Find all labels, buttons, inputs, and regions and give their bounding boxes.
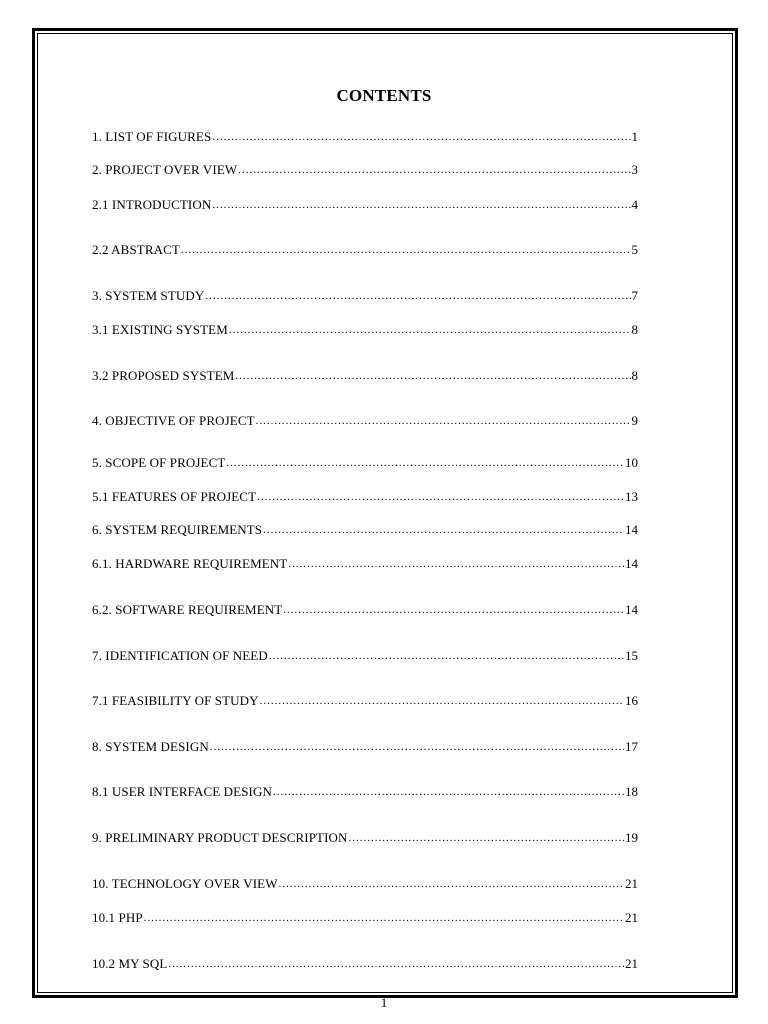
toc-dot-leader (273, 784, 624, 800)
toc-entry (92, 830, 638, 847)
toc-entry-page: 21 (625, 956, 638, 971)
toc-entry-page: 8 (631, 322, 638, 337)
toc-entry-label: 1. LIST OF FIGURES (92, 129, 212, 144)
toc-entry (92, 162, 638, 179)
toc-entry (92, 784, 638, 801)
toc-entry-label: 10.1 PHP (92, 910, 143, 925)
toc-entry-page: 10 (625, 455, 638, 470)
toc-entry-label: 7. IDENTIFICATION OF NEED (92, 648, 268, 663)
toc-entry (92, 413, 638, 430)
toc-entry-label: 5.1 FEATURES OF PROJECT (92, 489, 257, 504)
toc-dot-leader (257, 489, 624, 505)
toc-entry (92, 522, 638, 539)
toc-entry-label: 4. OBJECTIVE OF PROJECT (92, 413, 255, 428)
toc-entry-label: 2. PROJECT OVER VIEW (92, 162, 238, 177)
toc-dot-leader (269, 648, 624, 664)
toc-entry-label: 6.1. HARDWARE REQUIREMENT (92, 556, 288, 571)
toc-entry-page: 3 (631, 162, 638, 177)
toc-entry-label: 7.1 FEASIBILITY OF STUDY (92, 693, 259, 708)
toc-entry-label: 2.1 INTRODUCTION (92, 197, 212, 212)
toc-entry (92, 288, 638, 305)
toc-entry-page: 13 (625, 489, 638, 504)
toc-dot-leader (212, 197, 630, 213)
toc-entry (92, 368, 638, 385)
toc-entry (92, 489, 638, 506)
toc-entry (92, 693, 638, 710)
toc-dot-leader (212, 129, 630, 145)
toc-dot-leader (288, 556, 624, 572)
toc-entry (92, 956, 638, 973)
toc-entry-page: 5 (631, 242, 638, 257)
page-number: 1 (380, 995, 388, 1010)
toc-entry-label: 3.2 PROPOSED SYSTEM (92, 368, 235, 383)
toc-entry-label: 2.2 ABSTRACT (92, 242, 180, 257)
toc-entry-page: 19 (625, 830, 638, 845)
toc-entry-label: 10. TECHNOLOGY OVER VIEW (92, 876, 278, 891)
toc-dot-leader (256, 413, 631, 429)
toc-entry-page: 1 (631, 129, 638, 144)
toc-entry-page: 9 (631, 413, 638, 428)
toc-dot-leader (348, 830, 624, 846)
toc-dot-leader (226, 455, 624, 471)
toc-dot-leader (263, 522, 624, 538)
toc-entry-label: 10.2 MY SQL (92, 956, 168, 971)
toc-entry-page: 18 (625, 784, 638, 799)
toc-dot-leader (279, 876, 624, 892)
toc-entry (92, 197, 638, 214)
toc-entry-label: 3.1 EXISTING SYSTEM (92, 322, 228, 337)
toc-dot-leader (260, 693, 624, 709)
toc-entry (92, 556, 638, 573)
toc-entry-page: 8 (631, 368, 638, 383)
toc-dot-leader (238, 162, 630, 178)
toc-entry-page: 7 (631, 288, 638, 303)
toc-entry (92, 602, 638, 619)
toc-entry (92, 129, 638, 146)
toc-dot-leader (210, 739, 624, 755)
toc-entry-page: 4 (631, 197, 638, 212)
toc-entry-label: 8.1 USER INTERFACE DESIGN (92, 784, 272, 799)
toc-entry (92, 910, 638, 927)
toc-entry-label: 6.2. SOFTWARE REQUIREMENT (92, 602, 283, 617)
toc-entry (92, 876, 638, 893)
toc-entry (92, 242, 638, 259)
toc-entry-page: 21 (625, 876, 638, 891)
toc-entry (92, 455, 638, 472)
toc-dot-leader (229, 322, 631, 338)
toc-entry-page: 14 (625, 556, 638, 571)
toc-entry-label: 8. SYSTEM DESIGN (92, 739, 209, 754)
toc-dot-leader (168, 956, 624, 972)
toc-entry-page: 15 (625, 648, 638, 663)
toc-entry (92, 322, 638, 339)
toc-dot-leader (205, 288, 630, 304)
toc-entry-page: 17 (625, 739, 638, 754)
toc-entry-page: 21 (625, 910, 638, 925)
toc-dot-leader (235, 368, 630, 384)
toc-entry-label: 5. SCOPE OF PROJECT (92, 455, 226, 470)
toc-entry-page: 14 (625, 522, 638, 537)
toc-entry-label: 9. PRELIMINARY PRODUCT DESCRIPTION (92, 830, 348, 845)
toc-entry-page: 16 (625, 693, 638, 708)
page-title: CONTENTS (336, 86, 432, 105)
toc-entry (92, 648, 638, 665)
toc-entry (92, 739, 638, 756)
toc-entry-label: 3. SYSTEM STUDY (92, 288, 205, 303)
toc-entry-label: 6. SYSTEM REQUIREMENTS (92, 522, 263, 537)
toc-dot-leader (283, 602, 624, 618)
toc-entry-page: 14 (625, 602, 638, 617)
toc-dot-leader (144, 910, 624, 926)
toc-dot-leader (181, 242, 631, 258)
